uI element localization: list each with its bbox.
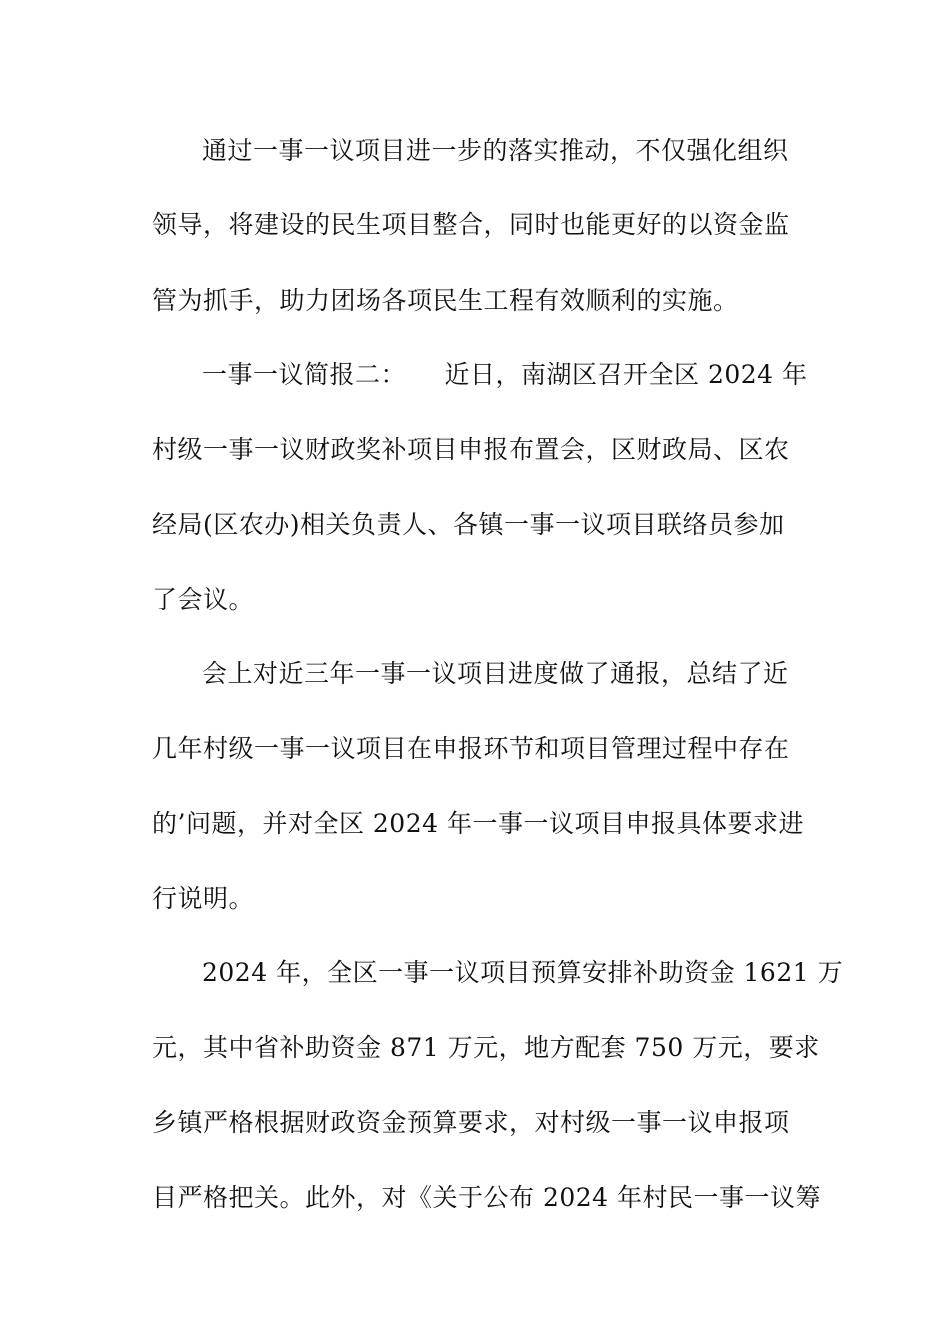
paragraph-line: 乡镇严格根据财政资金预算要求，对村级一事一议申报项 xyxy=(152,1108,790,1137)
paragraph-line: 目严格把关。此外，对《关于公布 2024 年村民一事一议筹 xyxy=(152,1183,822,1212)
paragraph-line: 了会议。 xyxy=(152,585,255,614)
paragraph-line: 几年村级一事一议项目在申报环节和项目管理过程中存在 xyxy=(152,734,790,763)
paragraph-line: 管为抓手，助力团场各项民生工程有效顺利的实施。 xyxy=(152,286,739,315)
paragraph-line: 会上对近三年一事一议项目进度做了通报，总结了近 xyxy=(202,659,789,688)
paragraph-line: 通过一事一议项目进一步的落实推动，不仅强化组织 xyxy=(202,136,789,165)
paragraph-line: 元，其中省补助资金 871 万元，地方配套 750 万元，要求 xyxy=(152,1033,820,1062)
paragraph-line: 2024 年，全区一事一议项目预算安排补助资金 1621 万 xyxy=(202,958,844,987)
paragraph-line: 行说明。 xyxy=(152,884,255,913)
paragraph-line: 的’问题，并对全区 2024 年一事一议项目申报具体要求进 xyxy=(152,809,804,838)
paragraph-line: 经局(区农办)相关负责人、各镇一事一议项目联络员参加 xyxy=(152,510,785,539)
paragraph-line: 村级一事一议财政奖补项目申报布置会，区财政局、区农 xyxy=(152,435,790,464)
paragraph-line: 一事一议简报二： 近日，南湖区召开全区 2024 年 xyxy=(202,360,808,389)
paragraph-line: 领导，将建设的民生项目整合，同时也能更好的以资金监 xyxy=(152,210,790,239)
